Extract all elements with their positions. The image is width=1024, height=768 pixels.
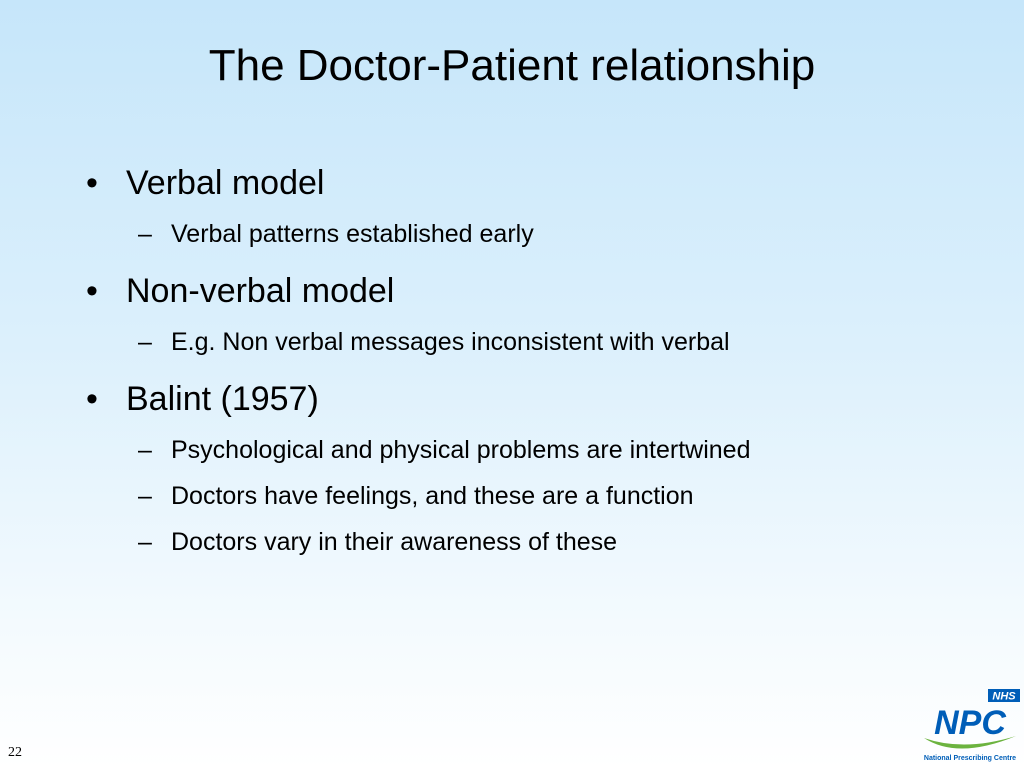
sub-bullet bbox=[86, 478, 986, 514]
sub-bullet-text: E.g. Non verbal messages inconsistent with verbal bbox=[171, 328, 730, 356]
npc-logo bbox=[918, 688, 1022, 764]
bullet-text: Non-verbal model bbox=[126, 272, 395, 310]
slide-title: The Doctor-Patient relationship bbox=[208, 41, 816, 90]
bullet-list bbox=[86, 160, 986, 560]
bullet-non-verbal-model bbox=[86, 268, 986, 314]
bullet-verbal-model bbox=[86, 160, 986, 206]
npc-logo-text: NPC bbox=[934, 704, 1006, 742]
sub-bullet-text: Verbal patterns established early bbox=[171, 220, 534, 248]
sub-bullet-text: Doctors have feelings, and these are a function bbox=[171, 482, 694, 510]
bullet-marker: • bbox=[86, 380, 98, 418]
nhs-badge-text: NHS bbox=[992, 690, 1016, 703]
bullet-balint bbox=[86, 376, 986, 422]
bullet-marker: • bbox=[86, 272, 98, 310]
sub-bullet bbox=[86, 324, 986, 360]
bullet-marker: • bbox=[86, 164, 98, 202]
npc-logo-caption: National Prescribing Centre bbox=[923, 755, 1017, 762]
slide-number: 22 bbox=[8, 745, 22, 760]
dash-marker: – bbox=[138, 436, 152, 464]
bullet-text: Balint (1957) bbox=[126, 380, 319, 418]
bullet-text: Verbal model bbox=[126, 164, 325, 202]
dash-marker: – bbox=[138, 220, 152, 248]
sub-bullet-text: Doctors vary in their awareness of these bbox=[171, 528, 618, 556]
sub-bullet bbox=[86, 524, 986, 560]
dash-marker: – bbox=[138, 328, 152, 356]
dash-marker: – bbox=[138, 528, 152, 556]
sub-bullet bbox=[86, 432, 986, 468]
sub-bullet bbox=[86, 216, 986, 252]
dash-marker: – bbox=[138, 482, 152, 510]
sub-bullet-text: Psychological and physical problems are intertwined bbox=[171, 436, 751, 464]
